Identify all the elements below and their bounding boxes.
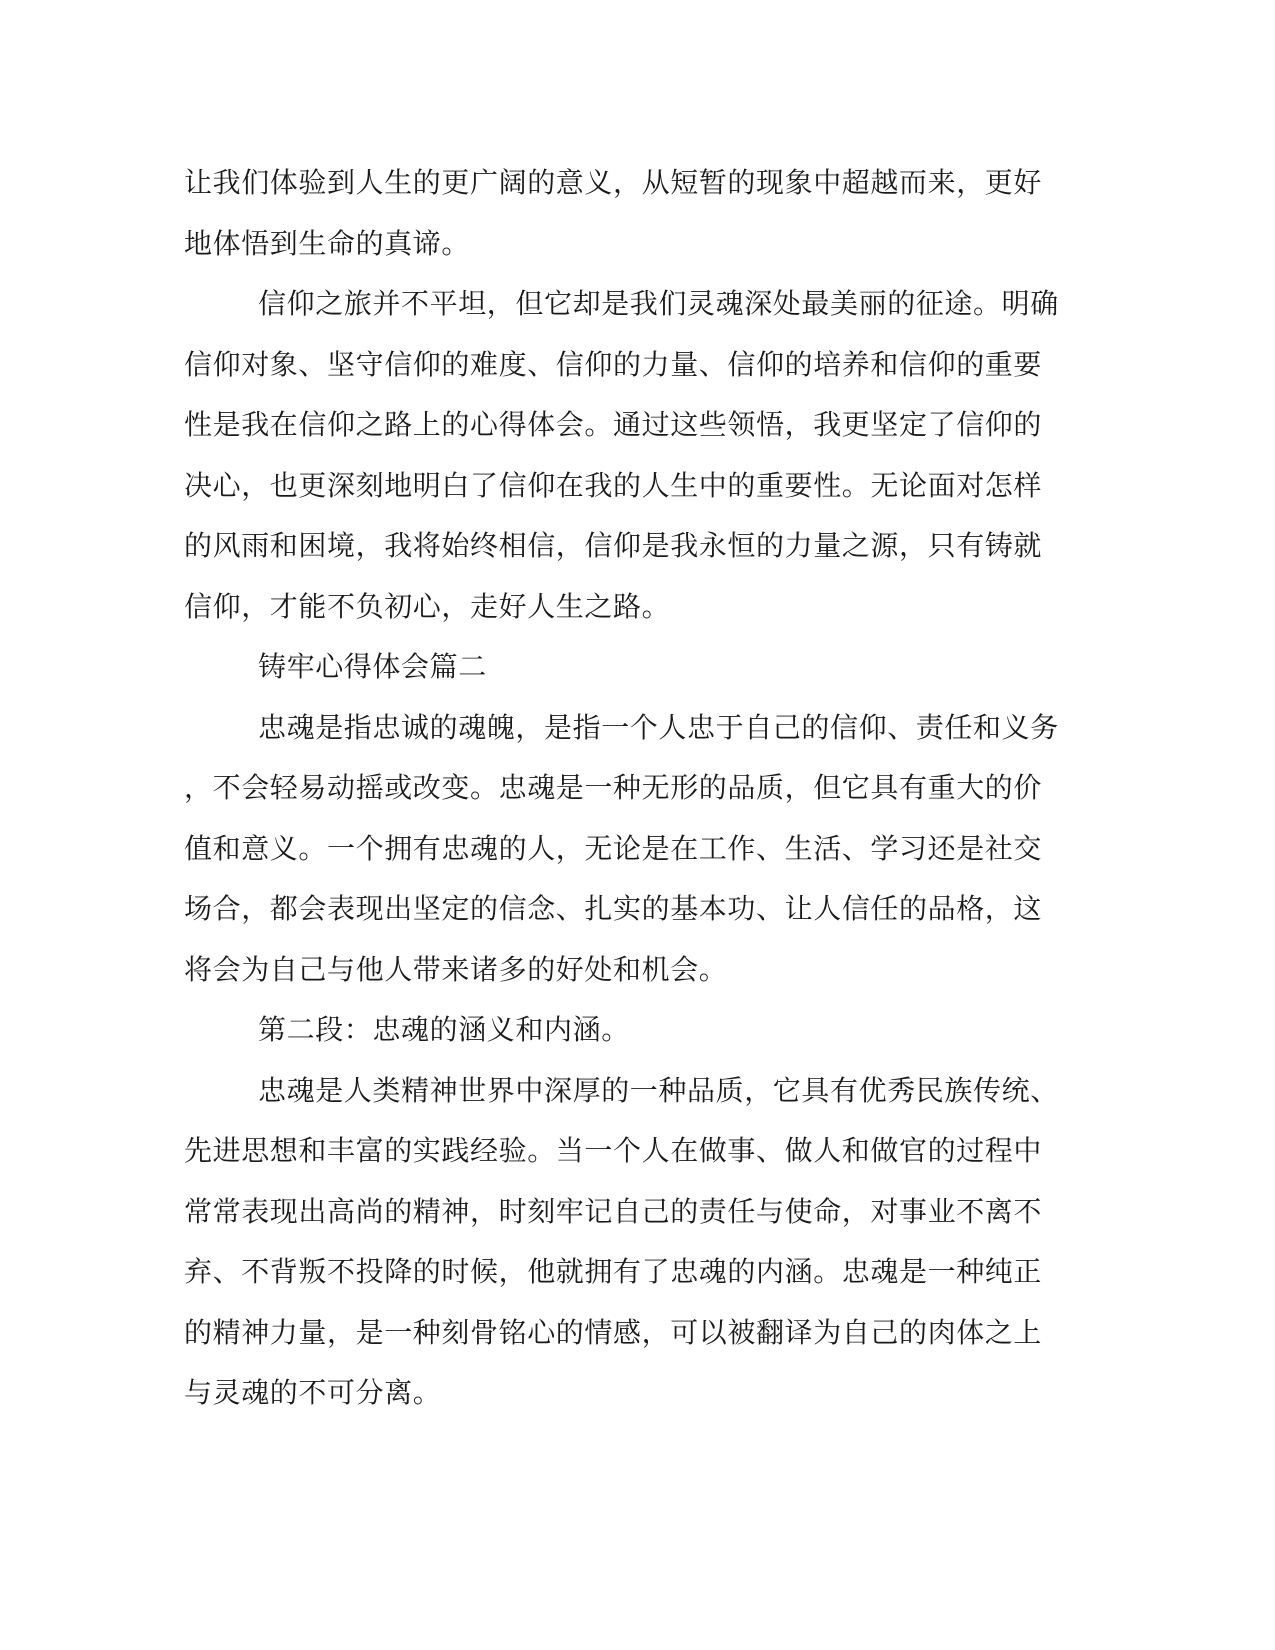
text-line-21: 与灵魂的不可分离。 [184,1376,442,1409]
text-line-5: 性是我在信仰之路上的心得体会。通过这些领悟，我更坚定了信仰的 [184,408,1043,441]
text-line-11: ，不会轻易动摇或改变。忠魂是一种无形的品质，但它具有重大的价 [184,771,1043,804]
text-line-14: 将会为自己与他人带来诸多的好处和机会。 [184,952,728,986]
text-line-19: 弃、不背叛不投降的时候，他就拥有了忠魂的内涵。忠魂是一种纯正 [184,1255,1043,1288]
document-body [184,153,1059,1424]
text-line-18: 常常表现出高尚的精神，时刻牢记自己的责任与使命，对事业不离不 [184,1194,1043,1228]
text-line-1: 让我们体验到人生的更广阔的意义，从短暂的现象中超越而来，更好 [184,166,1043,199]
text-line-3: 信仰之旅并不平坦，但它却是我们灵魂深处最美丽的征途。明确 [258,287,1059,320]
text-line-10: 忠魂是指忠诚的魂魄，是指一个人忠于自己的信仰、责任和义务 [258,710,1059,744]
text-line-4: 信仰对象、坚守信仰的难度、信仰的力量、信仰的培养和信仰的重要 [184,347,1043,381]
text-line-6: 决心，也更深刻地明白了信仰在我的人生中的重要性。无论面对怎样 [184,468,1043,502]
text-line-13: 场合，都会表现出坚定的信念、扎实的基本功、让人信任的品格，这 [184,892,1043,925]
text-line-8: 信仰，才能不负初心，走好人生之路。 [184,589,671,623]
text-line-12: 值和意义。一个拥有忠魂的人，无论是在工作、生活、学习还是社交 [184,831,1043,865]
subsection-heading: 第二段：忠魂的涵义和内涵。 [258,1013,630,1046]
text-line-17: 先进思想和丰富的实践经验。当一个人在做事、做人和做官的过程中 [184,1134,1043,1167]
text-line-2: 地体悟到生命的真谛。 [184,226,471,260]
text-line-20: 的精神力量，是一种刻骨铭心的情感，可以被翻译为自己的肉体之上 [184,1315,1043,1349]
text-line-7: 的风雨和困境，我将始终相信，信仰是我永恒的力量之源，只有铸就 [184,529,1043,562]
section-heading: 铸牢心得体会篇二 [258,650,487,683]
text-line-16: 忠魂是人类精神世界中深厚的一种品质，它具有优秀民族传统、 [258,1073,1059,1107]
